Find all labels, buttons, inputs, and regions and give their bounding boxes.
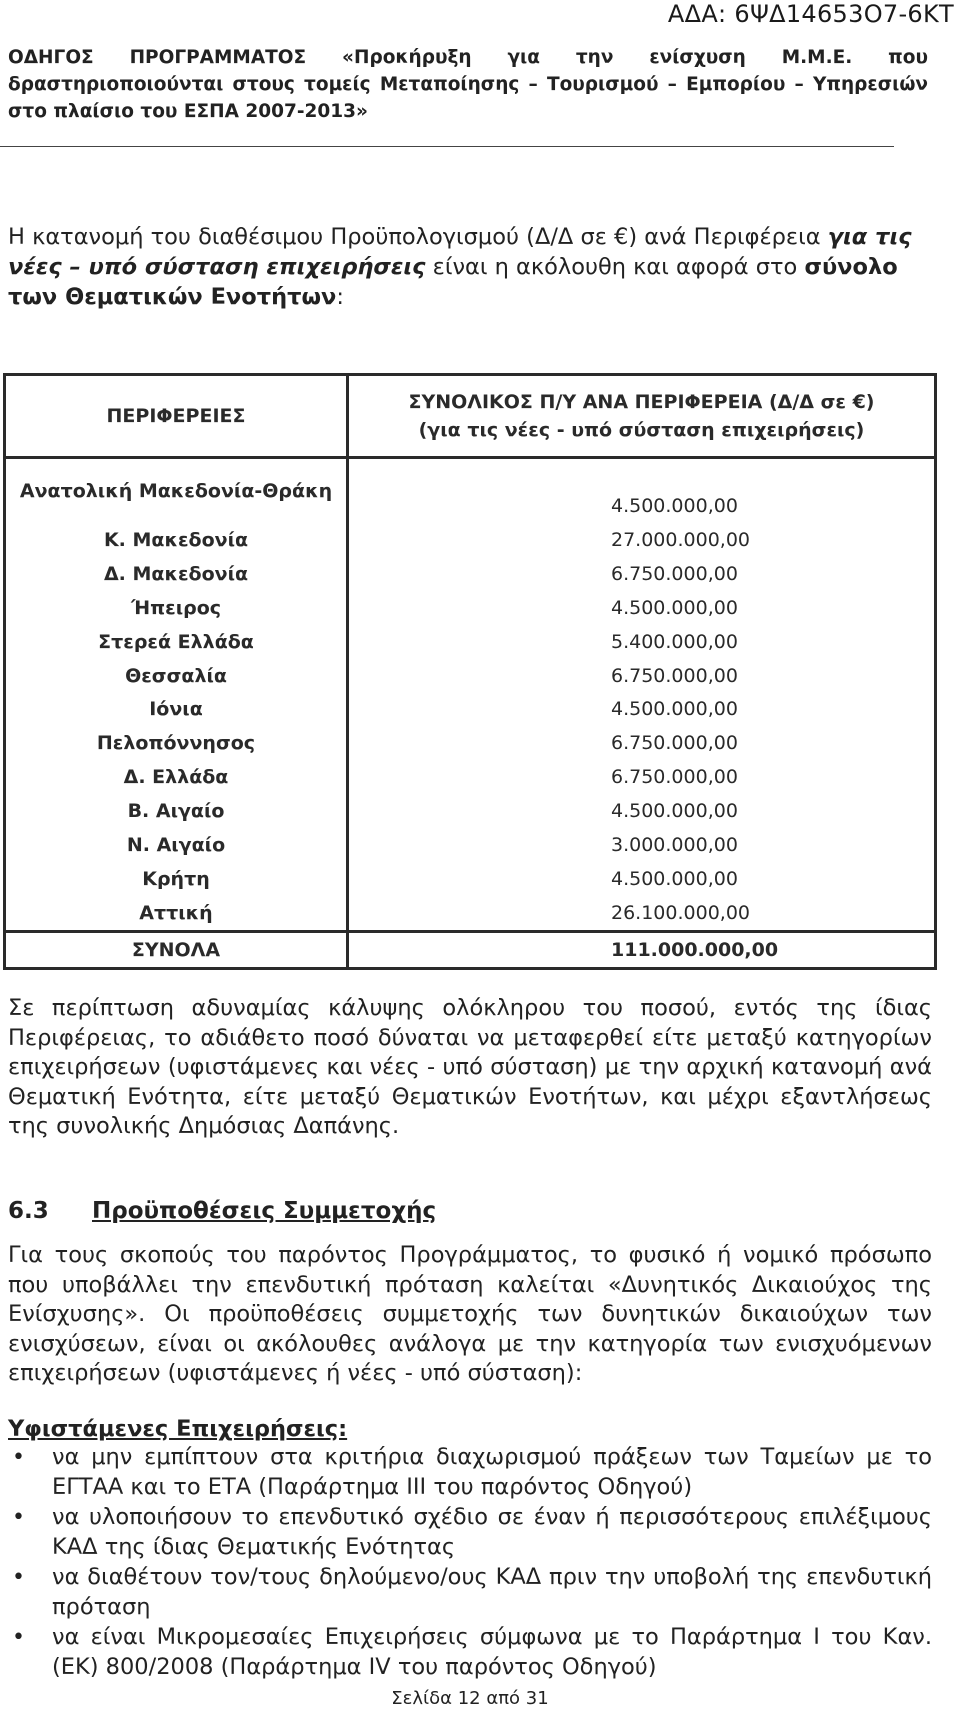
table-row (5, 659, 936, 693)
intro-emphasis-new-businesses: για τις νέες – υπό σύσταση επιχειρήσεις (8, 224, 912, 280)
table-row (5, 458, 936, 524)
table-row (5, 625, 936, 659)
table-row (5, 726, 936, 760)
header-divider (0, 146, 894, 147)
region-cell: Πελοπόννησος (5, 726, 348, 760)
bullet-icon: • (12, 1445, 25, 1470)
page-number-footer: Σελίδα 12 από 31 (391, 1688, 549, 1709)
amount-cell: 6.750.000,00 (348, 557, 936, 591)
amount-cell: 6.750.000,00 (348, 726, 936, 760)
region-cell: Ήπειρος (5, 591, 348, 625)
table-row (5, 828, 936, 862)
amount-cell: 6.750.000,00 (348, 760, 936, 794)
intro-paragraph (8, 222, 928, 312)
document-ada-code: ΑΔΑ: 6ΨΔ14653Ο7-6ΚΤ (667, 0, 954, 28)
region-cell: Δ. Μακεδονία (5, 557, 348, 591)
existing-businesses-subheading: Υφιστάμενες Επιχειρήσεις: (8, 1416, 348, 1442)
column-header-budget-line2: (για τις νέες - υπό σύσταση επιχειρήσεις) (418, 419, 865, 441)
intro-text-2: είναι η ακόλουθη και αφορά στο (425, 254, 805, 280)
list-item-text: να υλοποιήσουν το επενδυτικό σχέδιο σε έναν ή περισσότερους επιλέξιμους ΚΑΔ της ίδιας Θεματικής Ενότητας (52, 1504, 932, 1560)
bullet-icon: • (12, 1565, 25, 1590)
region-cell: Ιόνια (5, 692, 348, 726)
column-header-regions: ΠΕΡΙΦΕΡΕΙΕΣ (5, 375, 348, 458)
intro-text-1: Η κατανομή του διαθέσιμου Προϋπολογισμού (Δ/Δ σε €) ανά Περιφέρεια (8, 224, 828, 250)
region-cell: Κ. Μακεδονία (5, 523, 348, 557)
document-running-header: ΟΔΗΓΟΣ ΠΡΟΓΡΑΜΜΑΤΟΣ «Προκήρυξη για την ενίσχυση Μ.Μ.Ε. που δραστηριοποιούνται στους τομείς Μεταποίησης – Τουρισμού – Εμπορίου – Υπηρεσιών στο πλαίσιο του ΕΣΠΑ 2007-2013» (8, 47, 928, 122)
table-row (5, 760, 936, 794)
amount-cell: 6.750.000,00 (348, 659, 936, 693)
table-row (5, 692, 936, 726)
amount-cell: 4.500.000,00 (348, 862, 936, 896)
reallocation-paragraph: Σε περίπτωση αδυναμίας κάλυψης ολόκληρου του ποσού, εντός της ίδιας Περιφέρειας, το αδιάθετο ποσό δύναται να μεταφερθεί είτε μεταξύ κατηγορίων επιχειρήσεων (υφιστάμενες και νέες - υπό σύσταση) με την αρχική κατανομή ανά Θεματική Ενότητα, είτε μεταξύ Θεματικών Ενοτήτων, και μέχρι εξαντλήσεως της συνολικής Δημόσιας Δαπάνης. (8, 995, 932, 1139)
amount-cell: 4.500.000,00 (348, 591, 936, 625)
eligibility-bullet-list (8, 1443, 932, 1683)
region-cell: Κρήτη (5, 862, 348, 896)
list-item (8, 1503, 932, 1562)
region-cell: Θεσσαλία (5, 659, 348, 693)
amount-cell: 26.100.000,00 (348, 896, 936, 931)
intro-text-3: : (336, 284, 344, 310)
region-cell: Στερεά Ελλάδα (5, 625, 348, 659)
eligibility-paragraph: Για τους σκοπούς του παρόντος Προγράμματος, το φυσικό ή νομικό πρόσωπο που υποβάλλει την επενδυτική πρόταση καλείται «Δυνητικός Δικαιούχος της Ενίσχυσης». Οι προϋποθέσεις συμμετοχής των δυνητικών δικαιούχων των ενισχύσεων, είναι οι ακόλουθες ανάλογα με την κατηγορία των ενισχυόμενων επιχειρήσεων (υφιστάμενες ή νέες - υπό σύσταση): (8, 1242, 932, 1386)
list-item (8, 1563, 932, 1622)
amount-cell: 4.500.000,00 (348, 794, 936, 828)
amount-cell: 5.400.000,00 (348, 625, 936, 659)
list-item-text: να είναι Μικρομεσαίες Επιχειρήσεις σύμφωνα με το Παράρτημα Ι του Καν. (ΕΚ) 800/2008 (Παράρτημα IV του παρόντος Οδηγού) (52, 1624, 932, 1680)
section-title: Προϋποθέσεις Συμμετοχής (92, 1198, 437, 1224)
table-row (5, 557, 936, 591)
amount-cell: 4.500.000,00 (348, 692, 936, 726)
total-label-cell: ΣΥΝΟΛΑ (5, 931, 348, 968)
region-cell: Δ. Ελλάδα (5, 760, 348, 794)
amount-cell: 4.500.000,00 (348, 458, 936, 524)
region-cell: Β. Αιγαίο (5, 794, 348, 828)
section-heading (8, 1198, 436, 1224)
region-cell: Αττική (5, 896, 348, 931)
budget-by-region-table (3, 373, 937, 970)
bullet-icon: • (12, 1625, 25, 1650)
intro-emphasis-thematic-units: σύνολο των Θεματικών Ενοτήτων (8, 254, 898, 310)
list-item-text: να διαθέτουν τον/τους δηλούμενο/ους ΚΑΔ πριν την υποβολή της επενδυτική πρόταση (52, 1564, 932, 1620)
amount-cell: 27.000.000,00 (348, 523, 936, 557)
table-row (5, 591, 936, 625)
bullet-icon: • (12, 1505, 25, 1530)
total-amount-cell: 111.000.000,00 (348, 931, 936, 968)
table-row (5, 862, 936, 896)
table-total-row (5, 931, 936, 968)
section-number: 6.3 (8, 1198, 49, 1224)
region-cell: Ν. Αιγαίο (5, 828, 348, 862)
list-item (8, 1623, 932, 1682)
list-item (8, 1443, 932, 1502)
table-row (5, 794, 936, 828)
region-cell: Ανατολική Μακεδονία-Θράκη (5, 458, 348, 524)
column-header-budget (348, 375, 936, 458)
table-row (5, 896, 936, 931)
table-row (5, 523, 936, 557)
list-item-text: να μην εμπίπτουν στα κριτήρια διαχωρισμού πράξεων των Ταμείων με το ΕΓΤΑΑ και το ΕΤΑ (Παράρτημα ΙΙΙ του παρόντος Οδηγού) (52, 1444, 932, 1500)
column-header-budget-line1: ΣΥΝΟΛΙΚΟΣ Π/Υ ΑΝΑ ΠΕΡΙΦΕΡΕΙΑ (Δ/Δ σε €) (408, 391, 875, 413)
amount-cell: 3.000.000,00 (348, 828, 936, 862)
table-header-row (5, 375, 936, 458)
